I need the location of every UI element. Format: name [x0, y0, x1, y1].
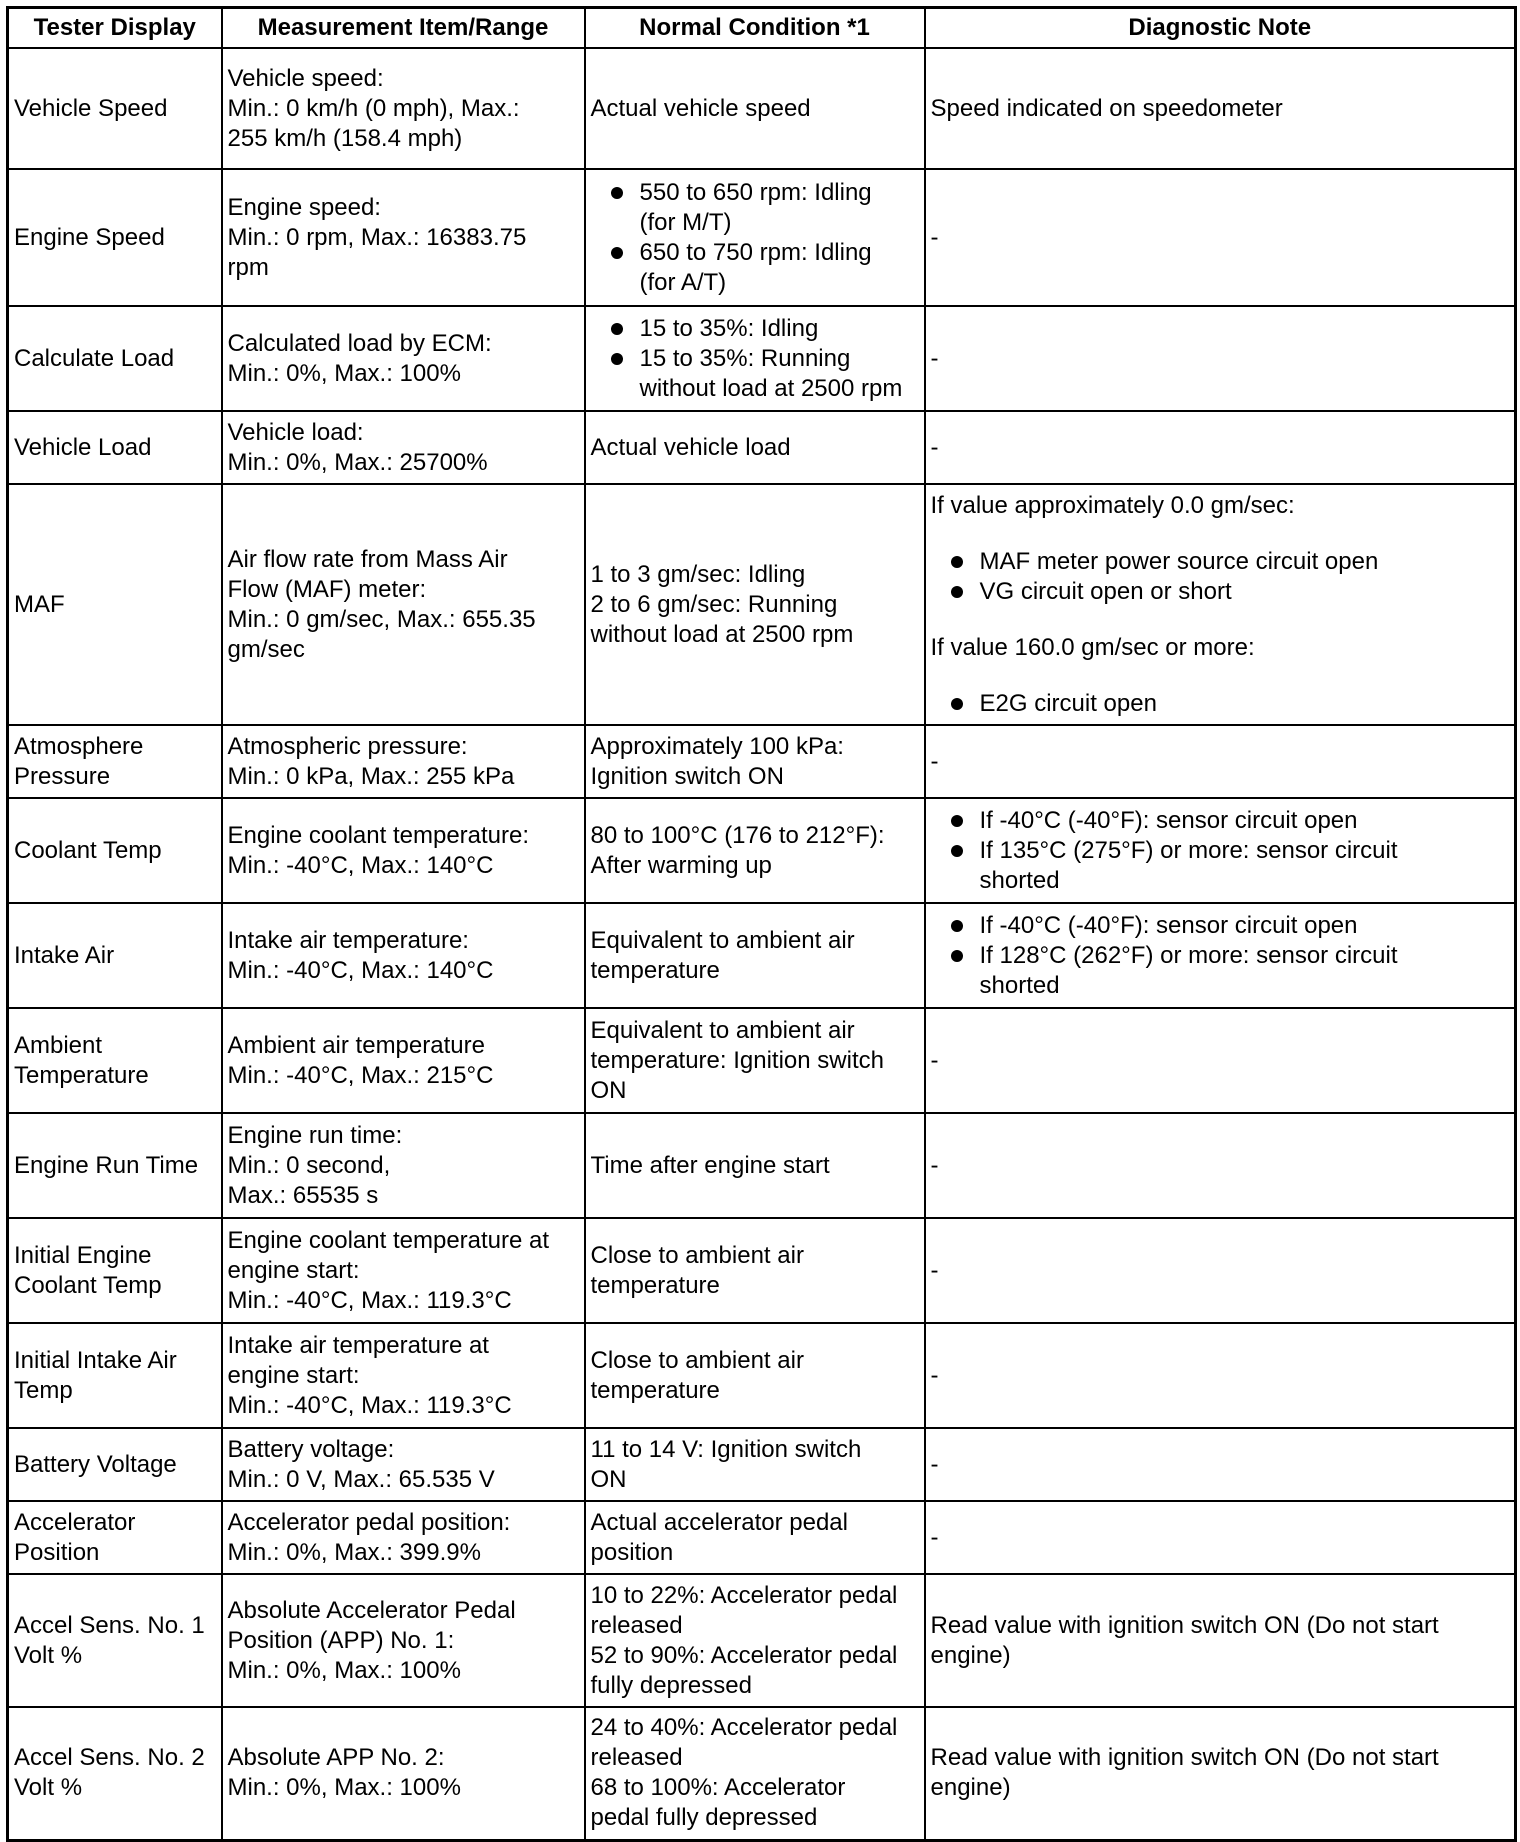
cell-line: Min.: -40°C, Max.: 215°C: [227, 1061, 494, 1089]
diagnostic-note-cell: [925, 903, 1516, 1008]
cell-line: Battery voltage:: [227, 1435, 395, 1463]
cell-line: Min.: 0 V, Max.: 65.535 V: [227, 1465, 495, 1493]
cell-line: Time after engine start: [590, 1151, 830, 1179]
diagnostic-note-cell: -: [925, 725, 1516, 798]
bullet-item: [591, 314, 919, 344]
cell-line: 650 to 750 rpm: Idling: [639, 238, 872, 266]
normal-condition-cell: [585, 1707, 925, 1840]
cell-line: Coolant Temp: [14, 836, 162, 864]
note-paragraph: If value 160.0 gm/sec or more:: [930, 633, 1255, 661]
cell-line: 52 to 90%: Accelerator pedal: [590, 1641, 898, 1669]
measurement-cell: [222, 1218, 585, 1323]
cell-line: Min.: 0 kPa, Max.: 255 kPa: [227, 762, 515, 790]
cell-line: Ambient air temperature: [227, 1031, 485, 1059]
table-row: [8, 306, 1516, 411]
cell-line: without load at 2500 rpm: [639, 374, 903, 402]
tester-display-cell: [8, 484, 222, 725]
header-diagnostic-note: Diagnostic Note: [925, 8, 1516, 49]
table-row: [8, 725, 1516, 798]
cell-line: Absolute Accelerator Pedal: [227, 1596, 516, 1624]
normal-condition-cell: [585, 484, 925, 725]
measurement-cell: [222, 1113, 585, 1218]
cell-line: temperature: [590, 956, 720, 984]
bullet-item: [931, 941, 1510, 1001]
cell-line: Vehicle Load: [14, 433, 152, 461]
table-row: [8, 411, 1516, 484]
cell-line: Min.: 0%, Max.: 25700%: [227, 448, 488, 476]
tester-display-cell: [8, 1707, 222, 1840]
cell-line: 255 km/h (158.4 mph): [227, 124, 463, 152]
table-row: [8, 1501, 1516, 1574]
cell-line: pedal fully depressed: [590, 1804, 818, 1832]
cell-line: Min.: -40°C, Max.: 140°C: [227, 851, 494, 879]
table-row: [8, 1218, 1516, 1323]
tester-display-cell: [8, 48, 222, 169]
table-row: [8, 903, 1516, 1008]
normal-condition-cell: [585, 1008, 925, 1113]
diagnostic-note-cell: -: [925, 411, 1516, 484]
cell-line: Volt %: [14, 1774, 83, 1802]
tester-display-cell: [8, 798, 222, 903]
tester-display-cell: [8, 725, 222, 798]
cell-line: Engine Speed: [14, 223, 165, 251]
cell-line: E2G circuit open: [979, 689, 1157, 717]
cell-line: 24 to 40%: Accelerator pedal: [590, 1714, 898, 1742]
header-normal-condition: Normal Condition *1: [585, 8, 925, 49]
bullet-item: [591, 344, 919, 404]
header-row: [8, 8, 1516, 49]
tester-display-cell: [8, 1008, 222, 1113]
normal-condition-cell: [585, 169, 925, 306]
cell-line: Pressure: [14, 762, 111, 790]
cell-line: fully depressed: [590, 1671, 752, 1699]
diagnostic-note-cell: -: [925, 1113, 1516, 1218]
measurement-cell: [222, 903, 585, 1008]
cell-line: 550 to 650 rpm: Idling: [639, 178, 872, 206]
bullet-item: [931, 806, 1510, 836]
cell-line: Intake Air: [14, 941, 115, 969]
measurement-cell: [222, 1501, 585, 1574]
cell-line: Min.: -40°C, Max.: 140°C: [227, 956, 494, 984]
cell-line: Position (APP) No. 1:: [227, 1626, 455, 1654]
cell-line: 80 to 100°C (176 to 212°F):: [590, 821, 885, 849]
cell-line: Read value with ignition switch ON (Do not start: [930, 1611, 1439, 1639]
cell-line: Min.: 0%, Max.: 100%: [227, 1656, 461, 1684]
bullet-list: [931, 547, 1510, 607]
bullet-item: [931, 836, 1510, 896]
header-measurement: Measurement Item/Range: [222, 8, 585, 49]
cell-line: 15 to 35%: Idling: [639, 314, 819, 342]
normal-condition-cell: [585, 1323, 925, 1428]
measurement-cell: [222, 798, 585, 903]
cell-line: Flow (MAF) meter:: [227, 575, 427, 603]
cell-line: Volt %: [14, 1641, 83, 1669]
cell-line: (for M/T): [639, 208, 732, 236]
normal-condition-cell: [585, 1113, 925, 1218]
table-row: [8, 484, 1516, 725]
cell-line: engine): [930, 1774, 1011, 1802]
table-row: [8, 1574, 1516, 1707]
cell-line: Min.: 0 second,: [227, 1151, 391, 1179]
bullet-list: [591, 314, 919, 404]
diagnostic-note-cell: -: [925, 306, 1516, 411]
cell-line: gm/sec: [227, 635, 305, 663]
cell-line: (for A/T): [639, 268, 727, 296]
cell-line: Min.: -40°C, Max.: 119.3°C: [227, 1391, 512, 1419]
bullet-item: [591, 238, 919, 298]
paragraph-gap: [931, 663, 1510, 689]
cell-line: Temp: [14, 1376, 73, 1404]
bullet-list: [931, 689, 1510, 719]
cell-line: Speed indicated on speedometer: [930, 94, 1283, 122]
cell-line: Actual accelerator pedal: [590, 1508, 848, 1536]
measurement-cell: [222, 411, 585, 484]
cell-line: Intake air temperature:: [227, 926, 469, 954]
cell-line: engine start:: [227, 1361, 360, 1389]
normal-condition-cell: [585, 903, 925, 1008]
cell-line: VG circuit open or short: [979, 577, 1232, 605]
table-row: [8, 798, 1516, 903]
tester-display-cell: [8, 1428, 222, 1501]
cell-line: Actual vehicle load: [590, 433, 791, 461]
cell-line: Temperature: [14, 1061, 149, 1089]
tester-display-cell: [8, 1323, 222, 1428]
cell-line: 10 to 22%: Accelerator pedal: [590, 1581, 898, 1609]
cell-line: 2 to 6 gm/sec: Running: [590, 590, 838, 618]
normal-condition-cell: [585, 306, 925, 411]
bullet-item: [931, 577, 1510, 607]
cell-line: Accelerator pedal position:: [227, 1508, 511, 1536]
cell-line: Air flow rate from Mass Air: [227, 545, 508, 573]
cell-line: Close to ambient air: [590, 1346, 804, 1374]
cell-line: 68 to 100%: Accelerator: [590, 1774, 846, 1802]
bullet-item: [931, 689, 1510, 719]
cell-line: Min.: 0 gm/sec, Max.: 655.35: [227, 605, 536, 633]
normal-condition-cell: [585, 1428, 925, 1501]
cell-line: shorted: [979, 971, 1060, 999]
cell-line: Min.: 0%, Max.: 399.9%: [227, 1538, 481, 1566]
diagnostic-note-cell: [925, 798, 1516, 903]
measurement-cell: [222, 484, 585, 725]
cell-line: If -40°C (-40°F): sensor circuit open: [979, 806, 1358, 834]
cell-line: Min.: 0%, Max.: 100%: [227, 359, 461, 387]
cell-line: released: [590, 1744, 683, 1772]
diagnostic-note-cell: [925, 1707, 1516, 1840]
cell-line: Calculated load by ECM:: [227, 329, 492, 357]
diagnostic-note-cell: -: [925, 1323, 1516, 1428]
diagnostic-note-cell: [925, 484, 1516, 725]
paragraph-gap: [931, 607, 1510, 633]
cell-line: ON: [590, 1465, 627, 1493]
measurement-cell: [222, 169, 585, 306]
cell-line: Accelerator: [14, 1508, 136, 1536]
measurement-cell: [222, 1008, 585, 1113]
diagnostic-note-cell: -: [925, 1428, 1516, 1501]
cell-line: Min.: 0%, Max.: 100%: [227, 1774, 461, 1802]
data-list-table: [6, 6, 1517, 1842]
cell-line: If 128°C (262°F) or more: sensor circuit: [979, 941, 1398, 969]
cell-line: After warming up: [590, 851, 772, 879]
cell-line: temperature: [590, 1376, 720, 1404]
bullet-list: [931, 911, 1510, 1001]
cell-line: Equivalent to ambient air: [590, 926, 855, 954]
cell-line: Battery Voltage: [14, 1450, 177, 1478]
cell-line: released: [590, 1611, 683, 1639]
normal-condition-cell: [585, 798, 925, 903]
measurement-cell: [222, 1323, 585, 1428]
cell-line: Vehicle Speed: [14, 94, 168, 122]
cell-line: Equivalent to ambient air: [590, 1016, 855, 1044]
note-paragraph: If value approximately 0.0 gm/sec:: [930, 491, 1295, 519]
tester-display-cell: [8, 1574, 222, 1707]
cell-line: temperature: [590, 1271, 720, 1299]
table-row: [8, 48, 1516, 169]
cell-line: Max.: 65535 s: [227, 1181, 379, 1209]
cell-line: Coolant Temp: [14, 1271, 162, 1299]
table-row: [8, 1008, 1516, 1113]
cell-line: Ignition switch ON: [590, 762, 784, 790]
diagnostic-note-cell: -: [925, 1501, 1516, 1574]
table-row: [8, 1707, 1516, 1840]
table-row: [8, 1428, 1516, 1501]
cell-line: Initial Engine: [14, 1241, 152, 1269]
normal-condition-cell: [585, 1501, 925, 1574]
cell-line: Engine run time:: [227, 1121, 403, 1149]
cell-line: engine start:: [227, 1256, 360, 1284]
table-row: [8, 1113, 1516, 1218]
bullet-list: [931, 806, 1510, 896]
diagnostic-note-cell: [925, 48, 1516, 169]
cell-line: Engine Run Time: [14, 1151, 199, 1179]
cell-line: Approximately 100 kPa:: [590, 732, 844, 760]
cell-line: Accel Sens. No. 2: [14, 1744, 205, 1772]
cell-line: ON: [590, 1076, 627, 1104]
measurement-cell: [222, 306, 585, 411]
normal-condition-cell: [585, 1574, 925, 1707]
cell-line: Atmosphere: [14, 732, 144, 760]
cell-line: Min.: -40°C, Max.: 119.3°C: [227, 1286, 512, 1314]
diagnostic-note-cell: [925, 1574, 1516, 1707]
bullet-item: [931, 547, 1510, 577]
cell-line: Calculate Load: [14, 344, 175, 372]
tester-display-cell: [8, 169, 222, 306]
table-row: [8, 1323, 1516, 1428]
diagnostic-note-cell: -: [925, 1008, 1516, 1113]
cell-line: Engine coolant temperature:: [227, 821, 530, 849]
header-tester-display: Tester Display: [8, 8, 222, 49]
cell-line: Close to ambient air: [590, 1241, 804, 1269]
cell-line: rpm: [227, 253, 269, 281]
cell-line: without load at 2500 rpm: [590, 620, 854, 648]
cell-line: Engine coolant temperature at: [227, 1226, 550, 1254]
cell-line: engine): [930, 1641, 1011, 1669]
measurement-cell: [222, 1428, 585, 1501]
tester-display-cell: [8, 1113, 222, 1218]
tester-display-cell: [8, 1501, 222, 1574]
tester-display-cell: [8, 411, 222, 484]
measurement-cell: [222, 725, 585, 798]
cell-line: Ambient: [14, 1031, 103, 1059]
normal-condition-cell: [585, 48, 925, 169]
cell-line: Vehicle load:: [227, 418, 364, 446]
measurement-cell: [222, 1574, 585, 1707]
cell-line: Atmospheric pressure:: [227, 732, 468, 760]
bullet-item: [591, 178, 919, 238]
cell-line: Engine speed:: [227, 193, 381, 221]
tester-display-cell: [8, 306, 222, 411]
cell-line: temperature: Ignition switch: [590, 1046, 884, 1074]
measurement-cell: [222, 1707, 585, 1840]
cell-line: position: [590, 1538, 674, 1566]
paragraph-gap: [931, 521, 1510, 547]
cell-line: Actual vehicle speed: [590, 94, 811, 122]
bullet-list: [591, 178, 919, 298]
cell-line: Position: [14, 1538, 100, 1566]
diagnostic-note-cell: -: [925, 169, 1516, 306]
cell-line: Intake air temperature at: [227, 1331, 489, 1359]
measurement-cell: [222, 48, 585, 169]
cell-line: If 135°C (275°F) or more: sensor circuit: [979, 836, 1398, 864]
tester-display-cell: [8, 1218, 222, 1323]
normal-condition-cell: [585, 1218, 925, 1323]
cell-line: 1 to 3 gm/sec: Idling: [590, 560, 806, 588]
table-row: [8, 169, 1516, 306]
diagnostic-note-cell: -: [925, 1218, 1516, 1323]
cell-line: MAF meter power source circuit open: [979, 547, 1379, 575]
cell-line: 15 to 35%: Running: [639, 344, 851, 372]
cell-line: Min.: 0 rpm, Max.: 16383.75: [227, 223, 527, 251]
cell-line: Vehicle speed:: [227, 64, 384, 92]
bullet-item: [931, 911, 1510, 941]
tester-display-cell: [8, 903, 222, 1008]
cell-line: MAF: [14, 590, 65, 618]
cell-line: 11 to 14 V: Ignition switch: [590, 1435, 862, 1463]
normal-condition-cell: [585, 725, 925, 798]
cell-line: Initial Intake Air: [14, 1346, 177, 1374]
cell-line: Min.: 0 km/h (0 mph), Max.:: [227, 94, 520, 122]
cell-line: Read value with ignition switch ON (Do not start: [930, 1744, 1439, 1772]
normal-condition-cell: [585, 411, 925, 484]
cell-line: shorted: [979, 866, 1060, 894]
diagnostic-table-container: [6, 6, 1514, 1842]
cell-line: Absolute APP No. 2:: [227, 1744, 445, 1772]
cell-line: Accel Sens. No. 1: [14, 1611, 205, 1639]
cell-line: If -40°C (-40°F): sensor circuit open: [979, 911, 1358, 939]
